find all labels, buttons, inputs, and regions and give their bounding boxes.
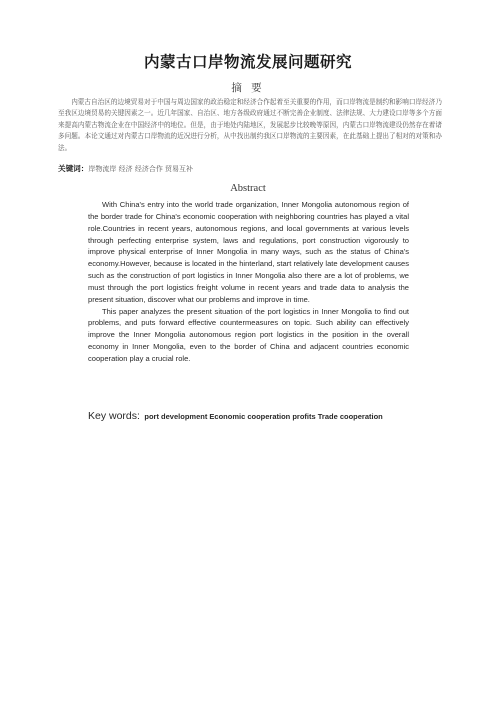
english-abstract-paragraph: This paper analyzes the present situation of the port logistics in Inner Mongolia to find out problems, and puts forward effective countermeasures on topic. Such ability can effectively improve the Inner Mongolia autonomous region port logistics in the position in the overall economy in Inner Mongolia, even to the border of China and adjacent countries economic cooperation play a crucial role. [88, 306, 409, 363]
english-abstract-paragraph: With China's entry into the world trade organization, Inner Mongolia autonomous region of the border trade for China's economic cooperation with neighboring countries has played a vital role.Countries in recent years, autonomous regions, and local governments at various levels through perfecting enterprise system, laws and regulations, port construction vigorously to improve physical enterprise of Inner Mongolia in many ways, such as the status of China's economy.However, because is located in the hinterland, start relatively late development causes such as the construction of port logistics in Inner Mongolia also there are a lot of problems, we must through the port logistics freight volume in recent years and trade data to analysis the present situation, discover what our problems and improve in time. [88, 200, 409, 304]
chinese-abstract-heading: 摘 要 [231, 82, 265, 94]
english-keywords-label: Key words: [88, 410, 140, 422]
chinese-keywords [58, 163, 448, 174]
english-keywords-list: port development Economic cooperation profits Trade cooperation [144, 412, 383, 421]
chinese-keywords-label: 关键词： [58, 164, 89, 173]
chinese-keywords-list: 岸物流岸 经济 经济合作 贸易互补 [88, 165, 194, 173]
english-abstract-body [88, 199, 409, 365]
english-keywords [88, 406, 428, 424]
chinese-abstract-body: 内蒙古自治区的边境贸易对于中国与周边国家的政治稳定和经济合作起着至关重要的作用，而口岸物流是制约和影响口岸经济乃至我区边境贸易的关键因素之一。近几年国家、自治区、地方各级政府通过不断完善企业制度、法律法规、大力建设口岸等多个方面来提高内蒙古物流企业在中国经济中的地位。但是，由于地处内陆地区，发展起步比较晚等原因，内蒙古口岸物流建设仍然存在着诸多问题。本论文通过对内蒙古口岸物流的近况进行分析，从中找出制约我区口岸物流的主要因素，在此基础上提出了相对的对策和办法。 [58, 98, 442, 152]
english-abstract-heading: Abstract [230, 183, 266, 194]
paper-title: 内蒙古口岸物流发展问题研究 [143, 53, 352, 71]
